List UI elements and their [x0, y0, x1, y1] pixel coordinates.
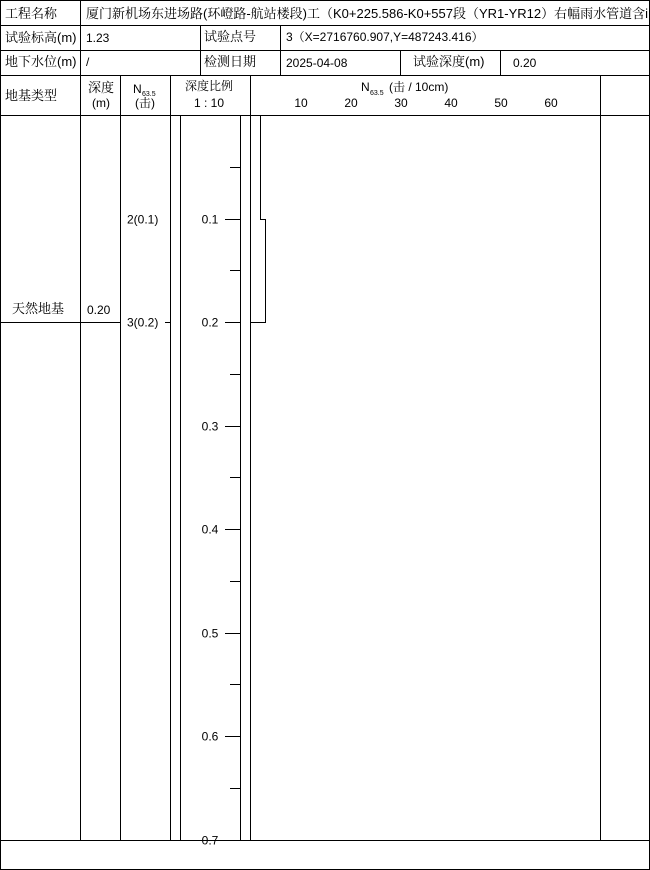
depth-tick-label: 0.2 — [201, 315, 219, 330]
depth-tick-label: 0.1 — [201, 212, 219, 227]
groundwater-level-label: 地下水位(m) — [5, 54, 77, 69]
chart-x-tick-label: 20 — [344, 96, 358, 110]
chart-x-axis-title: N — [361, 80, 370, 94]
depth-scale-header: 深度比例 — [184, 79, 234, 93]
depth-unit-header: (m) — [92, 96, 110, 110]
soil-type-header: 地基类型 — [5, 88, 58, 103]
test-depth-value: 0.20 — [513, 56, 537, 70]
chart-x-tick-labels — [294, 96, 558, 110]
chart-x-tick-label: 50 — [494, 96, 508, 110]
blow-count-header-subscript: 63.5 — [142, 91, 156, 98]
chart-x-axis-unit: (击 / 10cm) — [389, 80, 449, 94]
penetration-curve — [251, 116, 266, 323]
blow-count-step-line — [251, 116, 266, 323]
test-depth-label: 试验深度(m) — [413, 54, 485, 69]
depth-header: 深度 — [87, 80, 115, 95]
groundwater-level-value: / — [86, 55, 90, 69]
chart-x-tick-label: 30 — [394, 96, 408, 110]
blow-count-labels — [127, 213, 170, 330]
test-point-label: 试验点号 — [204, 29, 257, 44]
depth-tick-label: 0.7 — [201, 833, 219, 848]
project-name-value: 厦门新机场东进场路(环嶝路-航站楼段)工（K0+225.586-K0+557段（YR1-YR12）右幅雨水管道含i — [86, 6, 649, 21]
test-date-value: 2025-04-08 — [286, 56, 348, 70]
blow-count-unit-header: (击) — [135, 96, 155, 110]
blow-count-entry: 3(0.2) — [127, 315, 159, 330]
soil-type-value: 天然地基 — [12, 301, 65, 316]
project-name-label: 工程名称 — [5, 6, 58, 21]
chart-x-tick-label: 10 — [294, 96, 308, 110]
test-point-value: 3（X=2716760.907,Y=487243.416） — [286, 30, 484, 44]
depth-tick-label: 0.4 — [201, 522, 219, 537]
test-date-label: 检测日期 — [204, 54, 257, 69]
chart-x-axis-subscript: 63.5 — [370, 90, 384, 97]
chart-x-tick-label: 60 — [544, 96, 558, 110]
test-elevation-label: 试验标高(m) — [5, 30, 77, 45]
depth-tick-label: 0.5 — [201, 626, 219, 641]
depth-scale-ratio: 1 : 10 — [193, 96, 225, 110]
blow-count-header: N — [133, 82, 142, 96]
depth-scale-ticks — [202, 168, 240, 848]
depth-tick-label: 0.6 — [201, 729, 219, 744]
depth-tick-label: 0.3 — [201, 419, 219, 434]
chart-x-tick-label: 40 — [444, 96, 458, 110]
layer-bottom-depth: 0.20 — [87, 303, 111, 317]
test-elevation-value: 1.23 — [86, 31, 110, 45]
blow-count-entry: 2(0.1) — [127, 212, 159, 227]
